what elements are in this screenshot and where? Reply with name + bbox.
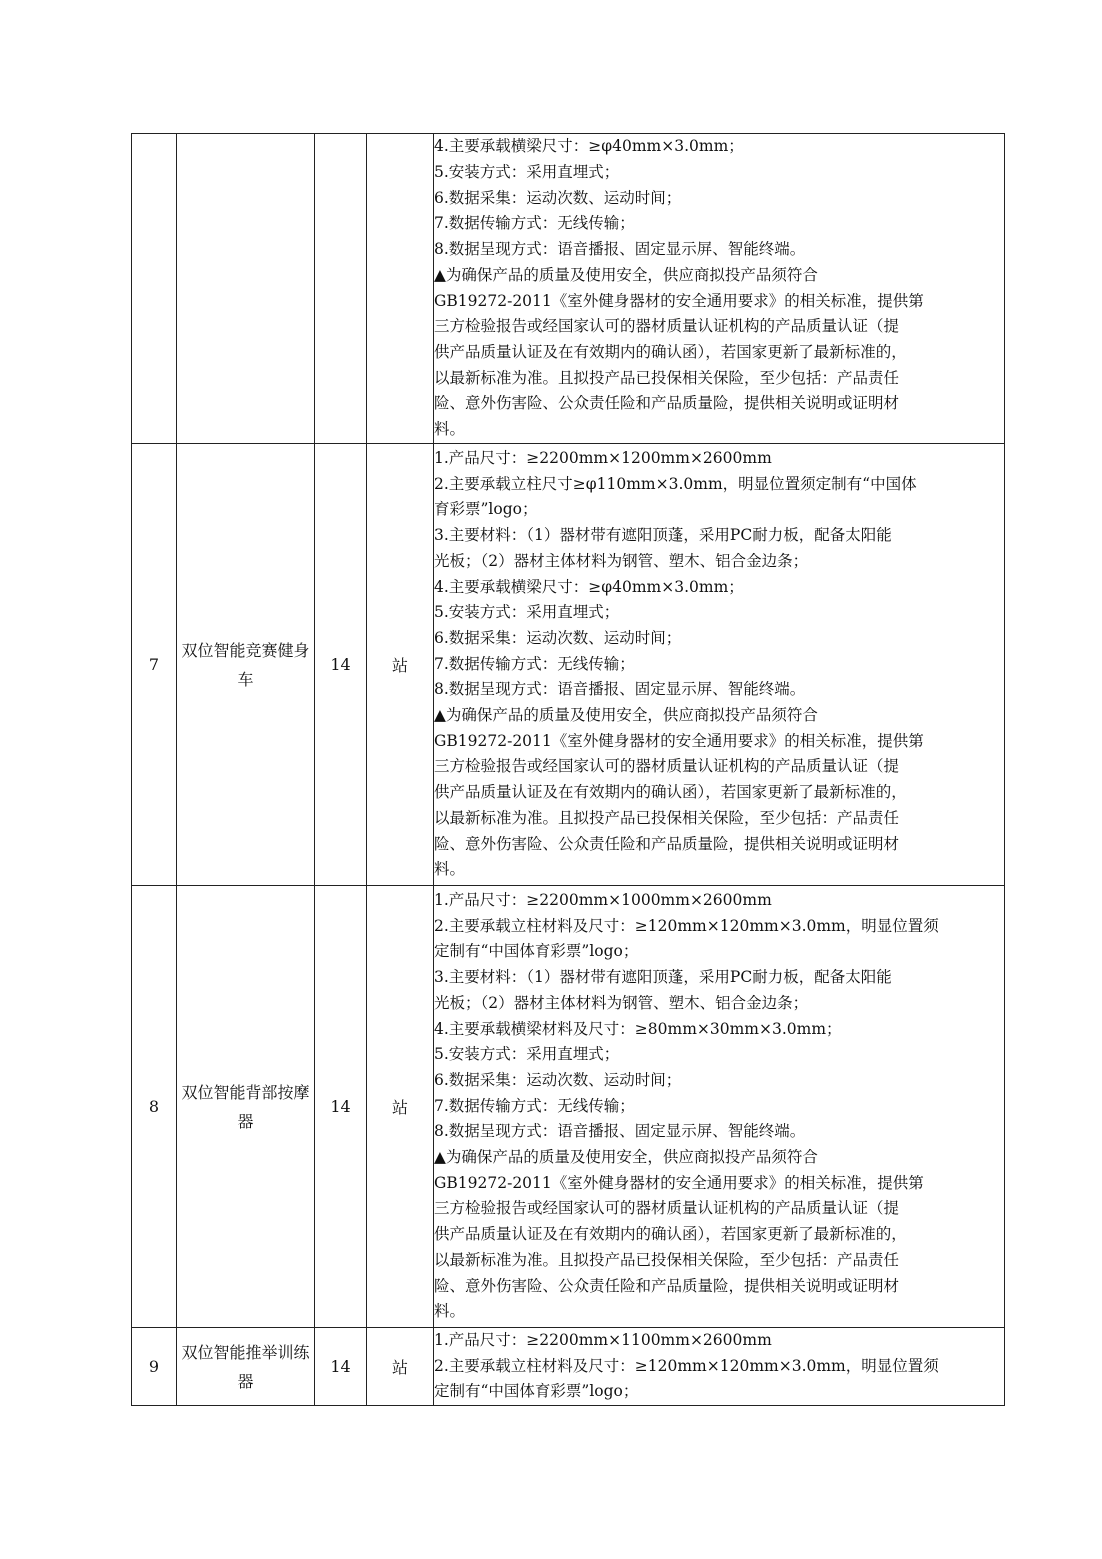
item-name-cell: 双位智能背部按摩器 — [177, 886, 315, 1328]
spec-line: 4.主要承载横梁尺寸：≥φ40mm×3.0mm； — [434, 577, 744, 596]
spec-line: 4.主要承载横梁尺寸：≥φ40mm×3.0mm； — [434, 137, 744, 156]
item-number-cell: 8 — [132, 886, 177, 1328]
spec-line: 光板；（2）器材主体材料为钢管、塑木、铝合金边条； — [434, 993, 809, 1012]
unit-cell: 站 — [367, 444, 434, 886]
spec-line: 3.主要材料：（1）器材带有遮阳顶蓬，采用PC耐力板，配备太阳能 — [434, 968, 892, 987]
spec-line: 8.数据呈现方式：语音播报、固定显示屏、智能终端。 — [434, 240, 806, 259]
quantity-cell: 14 — [315, 444, 367, 886]
spec-line: 5.安装方式：采用直埋式； — [434, 162, 620, 181]
spec-line: 定制有“中国体育彩票”logo； — [434, 1382, 639, 1401]
spec-line: 以最新标准为准。且拟投产品已投保相关保险，至少包括：产品责任 — [434, 808, 900, 827]
unit-cell: 站 — [367, 1328, 434, 1406]
spec-line: 3.主要材料：（1）器材带有遮阳顶蓬，采用PC耐力板，配备太阳能 — [434, 526, 892, 545]
spec-line: 5.安装方式：采用直埋式； — [434, 1045, 620, 1064]
item-number-cell — [132, 134, 177, 444]
spec-line: 光板；（2）器材主体材料为钢管、塑木、铝合金边条； — [434, 551, 809, 570]
spec-line: ▲为确保产品的质量及使用安全，供应商拟投产品须符合 — [434, 706, 818, 725]
spec-line: 料。 — [434, 420, 466, 439]
spec-line: 料。 — [434, 860, 466, 879]
spec-line: ▲为确保产品的质量及使用安全，供应商拟投产品须符合 — [434, 265, 818, 284]
table-row — [132, 444, 1005, 886]
spec-line: 2.主要承载立柱材料及尺寸：≥120mm×120mm×3.0mm，明显位置须 — [434, 916, 939, 935]
item-number-cell: 7 — [132, 444, 177, 886]
spec-line: 8.数据呈现方式：语音播报、固定显示屏、智能终端。 — [434, 680, 806, 699]
spec-line: 以最新标准为准。且拟投产品已投保相关保险，至少包括：产品责任 — [434, 1250, 900, 1269]
item-name-cell: 双位智能竞赛健身车 — [177, 444, 315, 886]
spec-line: 5.安装方式：采用直埋式； — [434, 603, 620, 622]
spec-line: 供产品质量认证及在有效期内的确认函），若国家更新了最新标准的， — [434, 783, 907, 802]
spec-line: 1.产品尺寸：≥2200mm×1100mm×2600mm — [434, 1331, 772, 1349]
spec-line: 8.数据呈现方式：语音播报、固定显示屏、智能终端。 — [434, 1122, 806, 1141]
spec-line: 定制有“中国体育彩票”logo； — [434, 942, 639, 961]
spec-line: GB19272-2011《室外健身器材的安全通用要求》的相关标准，提供第 — [434, 1173, 924, 1192]
spec-line: 三方检验报告或经国家认可的器材质量认证机构的产品质量认证（提 — [434, 757, 900, 776]
spec-line: 6.数据采集：运动次数、运动时间； — [434, 628, 682, 647]
unit-cell — [367, 134, 434, 444]
spec-line: 险、意外伤害险、公众责任险和产品质量险，提供相关说明或证明材 — [434, 394, 900, 413]
spec-cell — [434, 1328, 1005, 1406]
unit-cell: 站 — [367, 886, 434, 1328]
spec-line: 1.产品尺寸：≥2200mm×1200mm×2600mm — [434, 449, 772, 468]
spec-line: 2.主要承载立柱材料及尺寸：≥120mm×120mm×3.0mm，明显位置须 — [434, 1356, 939, 1375]
table-row — [132, 134, 1005, 444]
quantity-cell — [315, 134, 367, 444]
spec-line: ▲为确保产品的质量及使用安全，供应商拟投产品须符合 — [434, 1148, 818, 1167]
spec-line: 7.数据传输方式：无线传输； — [434, 1096, 635, 1115]
table-row — [132, 886, 1005, 1328]
spec-cell — [434, 886, 1005, 1328]
spec-line: 险、意外伤害险、公众责任险和产品质量险，提供相关说明或证明材 — [434, 834, 900, 853]
spec-line: 供产品质量认证及在有效期内的确认函），若国家更新了最新标准的， — [434, 342, 907, 361]
quantity-cell: 14 — [315, 1328, 367, 1406]
item-name-cell: 双位智能推举训练器 — [177, 1328, 315, 1406]
spec-line: 以最新标准为准。且拟投产品已投保相关保险，至少包括：产品责任 — [434, 368, 900, 387]
spec-line: 1.产品尺寸：≥2200mm×1000mm×2600mm — [434, 891, 772, 910]
spec-line: 4.主要承载横梁材料及尺寸：≥80mm×30mm×3.0mm； — [434, 1019, 842, 1038]
spec-line: 7.数据传输方式：无线传输； — [434, 654, 635, 673]
spec-cell — [434, 444, 1005, 886]
spec-line: 供产品质量认证及在有效期内的确认函），若国家更新了最新标准的， — [434, 1225, 907, 1244]
spec-line: 险、意外伤害险、公众责任险和产品质量险，提供相关说明或证明材 — [434, 1276, 900, 1295]
item-number-cell: 9 — [132, 1328, 177, 1406]
spec-cell — [434, 134, 1005, 444]
equipment-spec-table — [131, 133, 1005, 1406]
quantity-cell: 14 — [315, 886, 367, 1328]
item-name-cell — [177, 134, 315, 444]
spec-line: 三方检验报告或经国家认可的器材质量认证机构的产品质量认证（提 — [434, 1199, 900, 1218]
spec-line: 料。 — [434, 1302, 466, 1321]
spec-line: 6.数据采集：运动次数、运动时间； — [434, 1070, 682, 1089]
spec-line: 7.数据传输方式：无线传输； — [434, 214, 635, 233]
spec-line: GB19272-2011《室外健身器材的安全通用要求》的相关标准，提供第 — [434, 731, 924, 750]
spec-line: 三方检验报告或经国家认可的器材质量认证机构的产品质量认证（提 — [434, 317, 900, 336]
spec-line: 2.主要承载立柱尺寸≥φ110mm×3.0mm，明显位置须定制有“中国体 — [434, 474, 917, 493]
spec-line: GB19272-2011《室外健身器材的安全通用要求》的相关标准，提供第 — [434, 291, 924, 310]
spec-line: 育彩票”logo； — [434, 500, 538, 519]
table-row — [132, 1328, 1005, 1406]
spec-line: 6.数据采集：运动次数、运动时间； — [434, 188, 682, 207]
